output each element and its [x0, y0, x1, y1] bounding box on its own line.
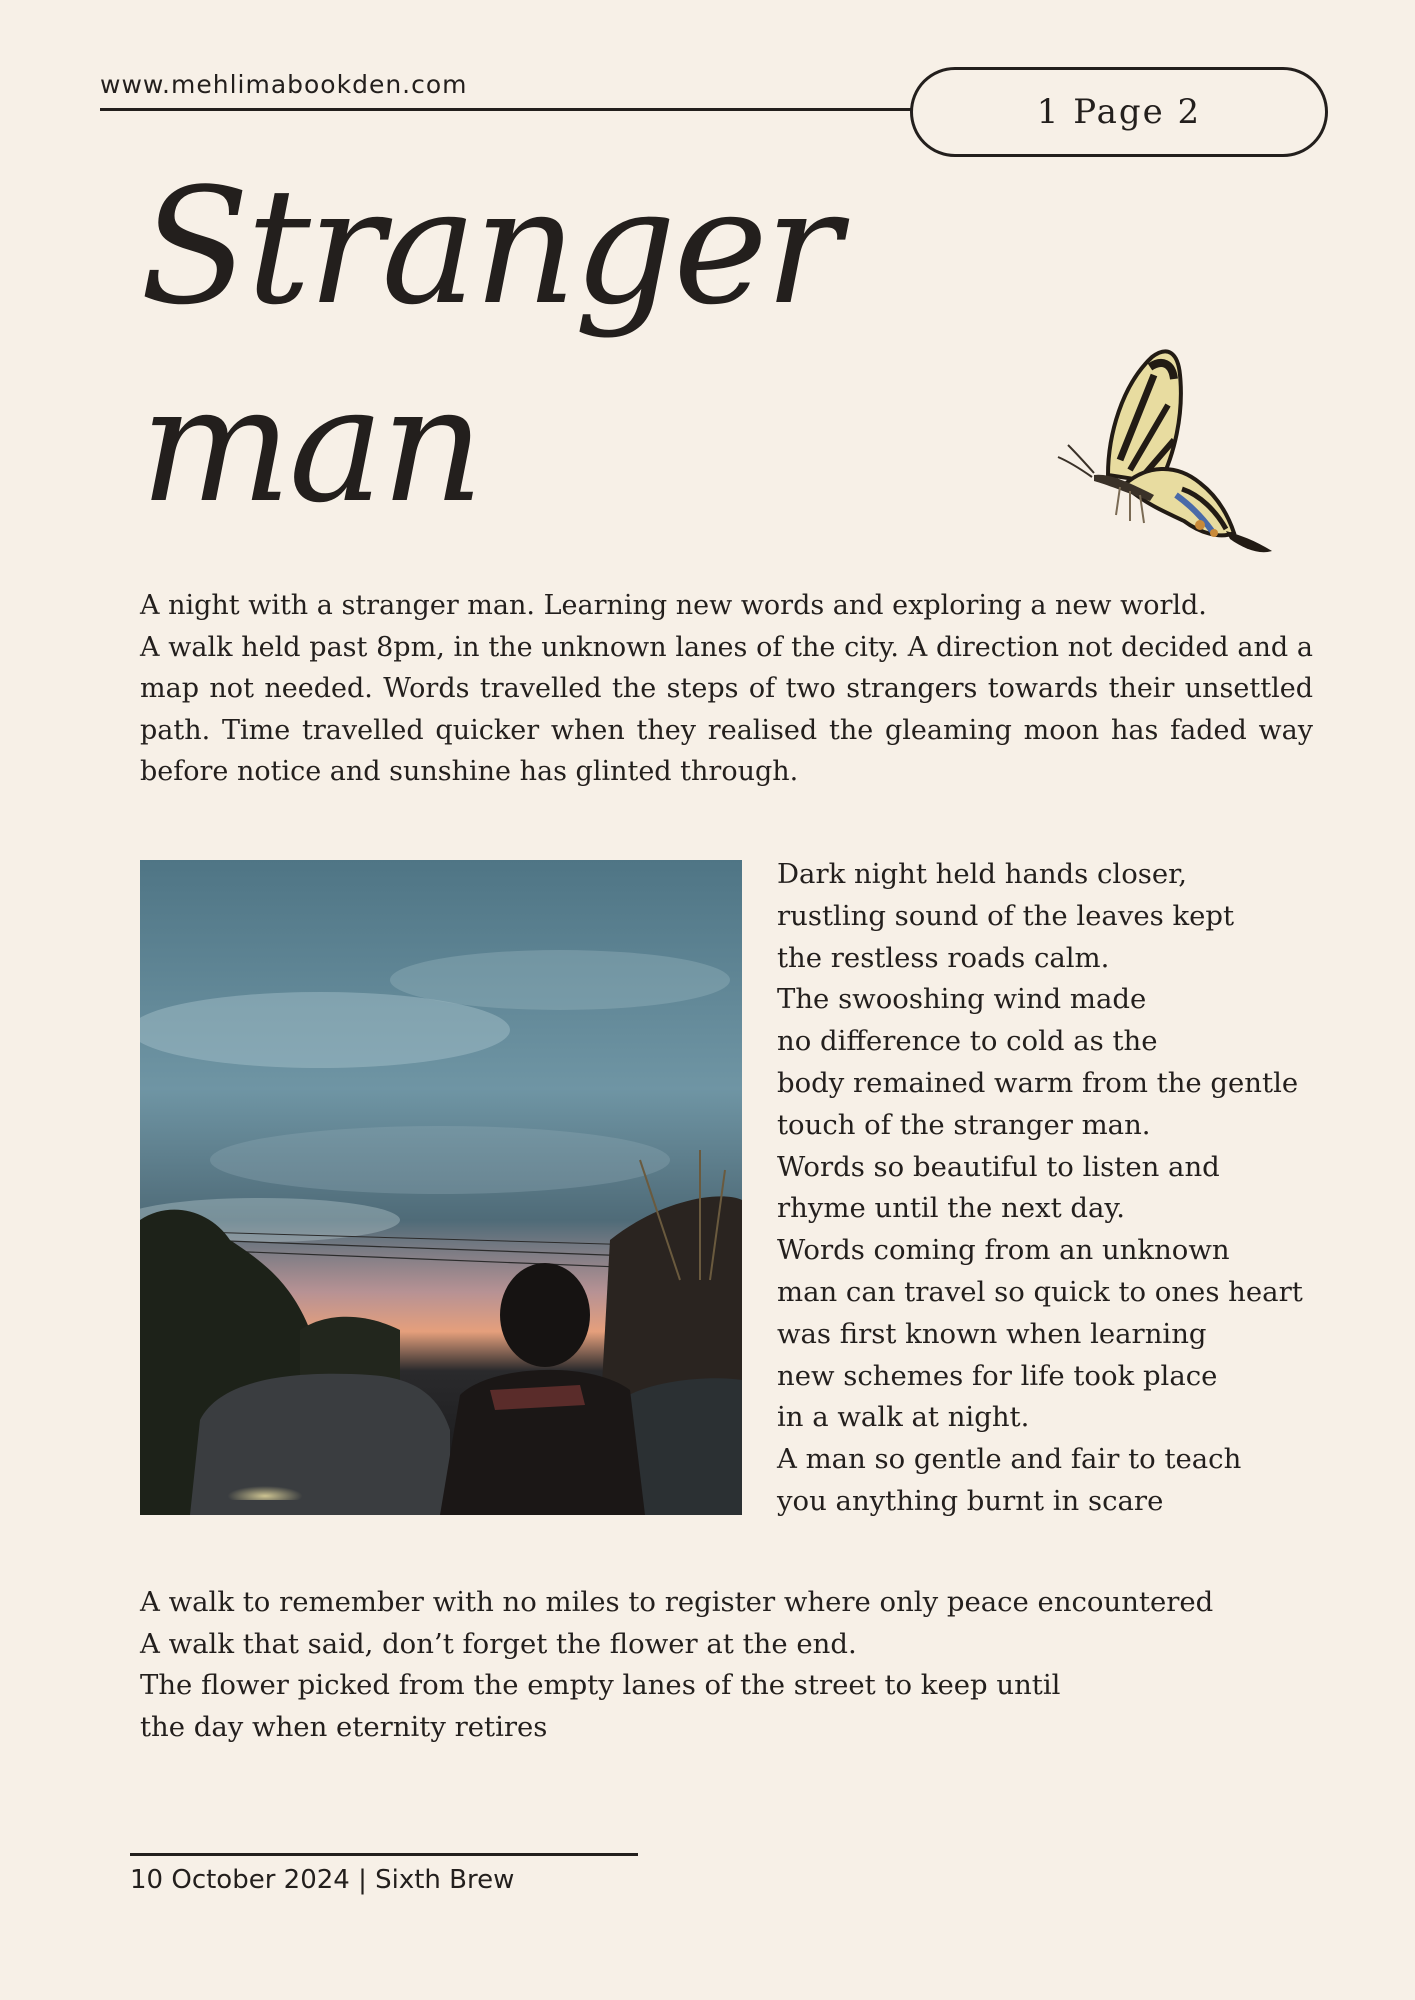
footer-date-issue: 10 October 2024 | Sixth Brew: [130, 1865, 515, 1895]
poem-line: The swooshing wind made: [777, 983, 1147, 1016]
intro-paragraph: [140, 585, 1313, 793]
article-title: [140, 148, 838, 544]
closing-line: A walk to remember with no miles to register where only peace encountered: [140, 1586, 1214, 1618]
closing-line: The flower picked from the empty lanes of the street to keep until: [140, 1669, 1061, 1702]
footer-rule: [130, 1853, 638, 1856]
poem-line: rustling sound of the leaves kept: [777, 899, 1235, 932]
poem-line: Words coming from an unknown: [777, 1234, 1230, 1267]
poem-line: body remained warm from the gentle: [777, 1066, 1299, 1099]
poem-line: new schemes for life took place: [777, 1359, 1218, 1392]
poem-line: Words so beautiful to listen and: [777, 1150, 1220, 1183]
closing-paragraph: [140, 1582, 1310, 1749]
closing-line: the day when eternity retires: [140, 1711, 548, 1744]
butterfly-illustration: [1050, 345, 1280, 575]
header-rule: [100, 108, 912, 111]
page-number-badge: 1 Page 2: [910, 67, 1328, 157]
poem-line: the restless roads calm.: [777, 941, 1110, 974]
closing-line: A walk that said, don’t forget the flower at the end.: [140, 1627, 857, 1660]
intro-line-1: A night with a stranger man. Learning new words and exploring a new world.: [140, 590, 1207, 621]
poem-line: touch of the stranger man.: [777, 1108, 1151, 1141]
night-walk-photo: [140, 860, 742, 1515]
poem-line: was first known when learning: [777, 1317, 1207, 1350]
poem-line: rhyme until the next day.: [777, 1192, 1125, 1225]
poem-line: A man so gentle and fair to teach: [777, 1443, 1242, 1476]
title-line-2: man: [140, 351, 482, 538]
poem-line: in a walk at night.: [777, 1401, 1030, 1434]
poem-line: you anything burnt in scare: [777, 1484, 1164, 1517]
poem-line: Dark night held hands closer,: [777, 858, 1188, 890]
poem-line: no difference to cold as the: [777, 1025, 1158, 1058]
poem-line: man can travel so quick to ones heart: [777, 1275, 1303, 1308]
title-line-1: Stranger: [140, 153, 839, 340]
poem: [777, 854, 1337, 1523]
intro-line-2: A walk held past 8pm, in the unknown lanes of the city. A direction not decided and a map not needed. Words travelled the steps of two strangers towards their unsettled path. Time travelled quicker when they realised the gleaming moon has faded way before notice and sunshine has glinted through.: [140, 631, 1313, 787]
site-url[interactable]: www.mehlimabookden.com: [100, 70, 468, 99]
